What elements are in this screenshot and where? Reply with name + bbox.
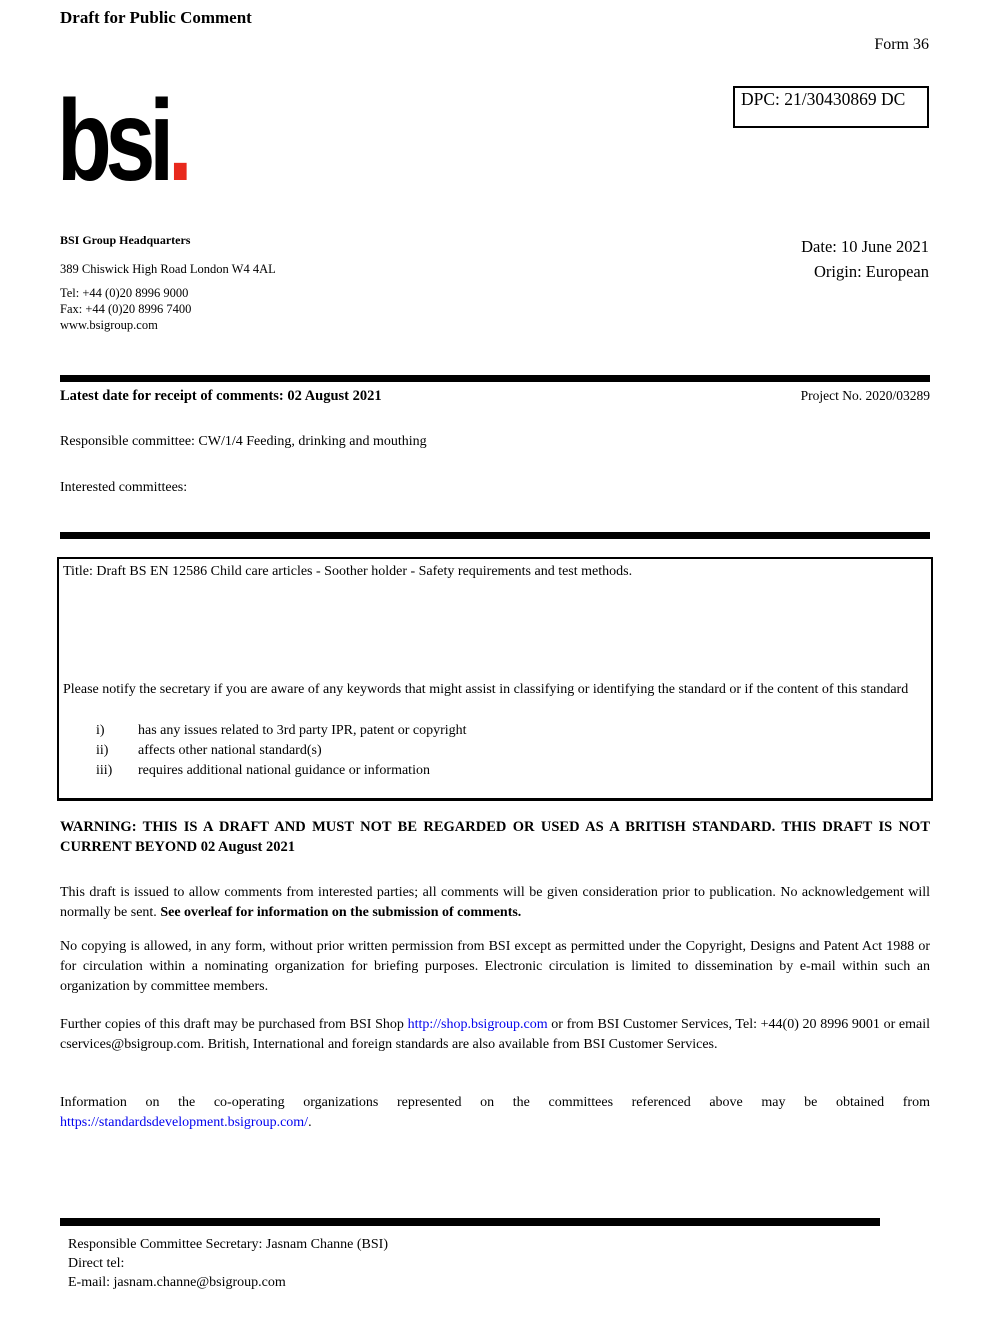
- list-item-text: has any issues related to 3rd party IPR, patent or copyright: [138, 723, 467, 738]
- document-origin: Origin: European: [813, 262, 929, 281]
- notify-list: [63, 721, 925, 781]
- divider: [60, 1218, 880, 1226]
- date-origin-block: [801, 234, 929, 284]
- bsi-shop-link[interactable]: http://shop.bsigroup.com: [407, 1017, 548, 1032]
- list-item-marker: i): [96, 723, 105, 738]
- comments-deadline-row: [60, 388, 930, 405]
- draft-issued-paragraph: [60, 883, 930, 923]
- headquarters-address: 389 Chiswick High Road London W4 4AL: [60, 262, 276, 276]
- list-item: [63, 761, 925, 781]
- list-item: [63, 741, 925, 761]
- headquarters-block: [60, 232, 276, 333]
- list-item-marker: iii): [96, 763, 113, 778]
- latest-comments-date: Latest date for receipt of comments: 02 August 2021: [60, 388, 382, 404]
- cooperating-orgs-text-cont: .: [308, 1115, 312, 1130]
- title-box: [57, 557, 933, 801]
- headquarters-tel: Tel: +44 (0)20 8996 9000: [60, 286, 189, 300]
- divider: [60, 532, 930, 539]
- list-item-text: affects other national standard(s): [138, 743, 322, 758]
- no-copying-paragraph: No copying is allowed, in any form, without prior written permission from BSI except as permitted under the Copyright, Designs and Patent Act 1988 or for circulation within a nominating organization for briefing purposes. Electronic circulation is limited to dissemination by e-mail within such an organization by committee members.: [60, 939, 930, 994]
- dpc-number-box: [733, 86, 929, 128]
- interested-committees: Interested committees:: [60, 480, 188, 495]
- list-item-marker: ii): [96, 743, 109, 758]
- committee-secretary: Responsible Committee Secretary: Jasnam Channe (BSI): [68, 1237, 388, 1252]
- further-copies-text: Further copies of this draft may be purchased from BSI Shop: [60, 1017, 408, 1032]
- document-date: Date: 10 June 2021: [801, 237, 929, 256]
- draft-issued-text: This draft is issued to allow comments from interested parties; all comments will be given consideration prior to publication. No acknowledgement will normally be sent.: [60, 885, 930, 920]
- direct-tel: Direct tel:: [68, 1256, 125, 1271]
- keywords-notify-text: Please notify the secretary if you are aware of any keywords that might assist in classifying or identifying the standard or if the content of this standard: [63, 682, 909, 697]
- bsi-logo-dot: .: [167, 77, 187, 205]
- list-item: [63, 721, 925, 741]
- form-number: Form 36: [874, 36, 929, 53]
- cooperating-orgs-text: Information on the co-operating organizations represented on the committees referenced above may be obtained from: [60, 1095, 930, 1110]
- headquarters-fax: Fax: +44 (0)20 8996 7400: [60, 302, 192, 316]
- further-copies-paragraph: [60, 1015, 930, 1055]
- secretary-email: E-mail: jasnam.channe@bsigroup.com: [68, 1275, 286, 1290]
- cooperating-orgs-paragraph: [60, 1093, 930, 1133]
- headquarters-website: www.bsigroup.com: [60, 318, 158, 332]
- list-item-text: requires additional national guidance or information: [138, 763, 430, 778]
- footer-block: [68, 1235, 388, 1292]
- see-overleaf-text: See overleaf for information on the submission of comments.: [160, 905, 522, 920]
- bsi-logo-text: bsi: [57, 77, 168, 205]
- divider: [60, 375, 930, 382]
- page-title: Draft for Public Comment: [60, 8, 252, 27]
- dpc-number: DPC: 21/30430869 DC: [741, 89, 906, 109]
- responsible-committee: Responsible committee: CW/1/4 Feeding, drinking and mouthing: [60, 434, 427, 449]
- headquarters-title: BSI Group Headquarters: [60, 233, 191, 247]
- standard-title: Title: Draft BS EN 12586 Child care articles - Soother holder - Safety requirements and test methods.: [63, 564, 633, 579]
- bsi-logo: [57, 77, 187, 205]
- standards-development-link[interactable]: https://standardsdevelopment.bsigroup.com/: [60, 1115, 309, 1130]
- further-copies-text-cont: or from BSI Customer Services, Tel: +44(0) 20 8996 9001 or email cservices@bsigroup.com. British, International and foreign standards are also available from BSI Customer Services.: [60, 1017, 930, 1052]
- project-number: Project No. 2020/03289: [800, 388, 930, 403]
- warning-text: WARNING: THIS IS A DRAFT AND MUST NOT BE REGARDED OR USED AS A BRITISH STANDARD. THIS DRAFT IS NOT CURRENT BEYOND 02 August 2021: [60, 819, 930, 855]
